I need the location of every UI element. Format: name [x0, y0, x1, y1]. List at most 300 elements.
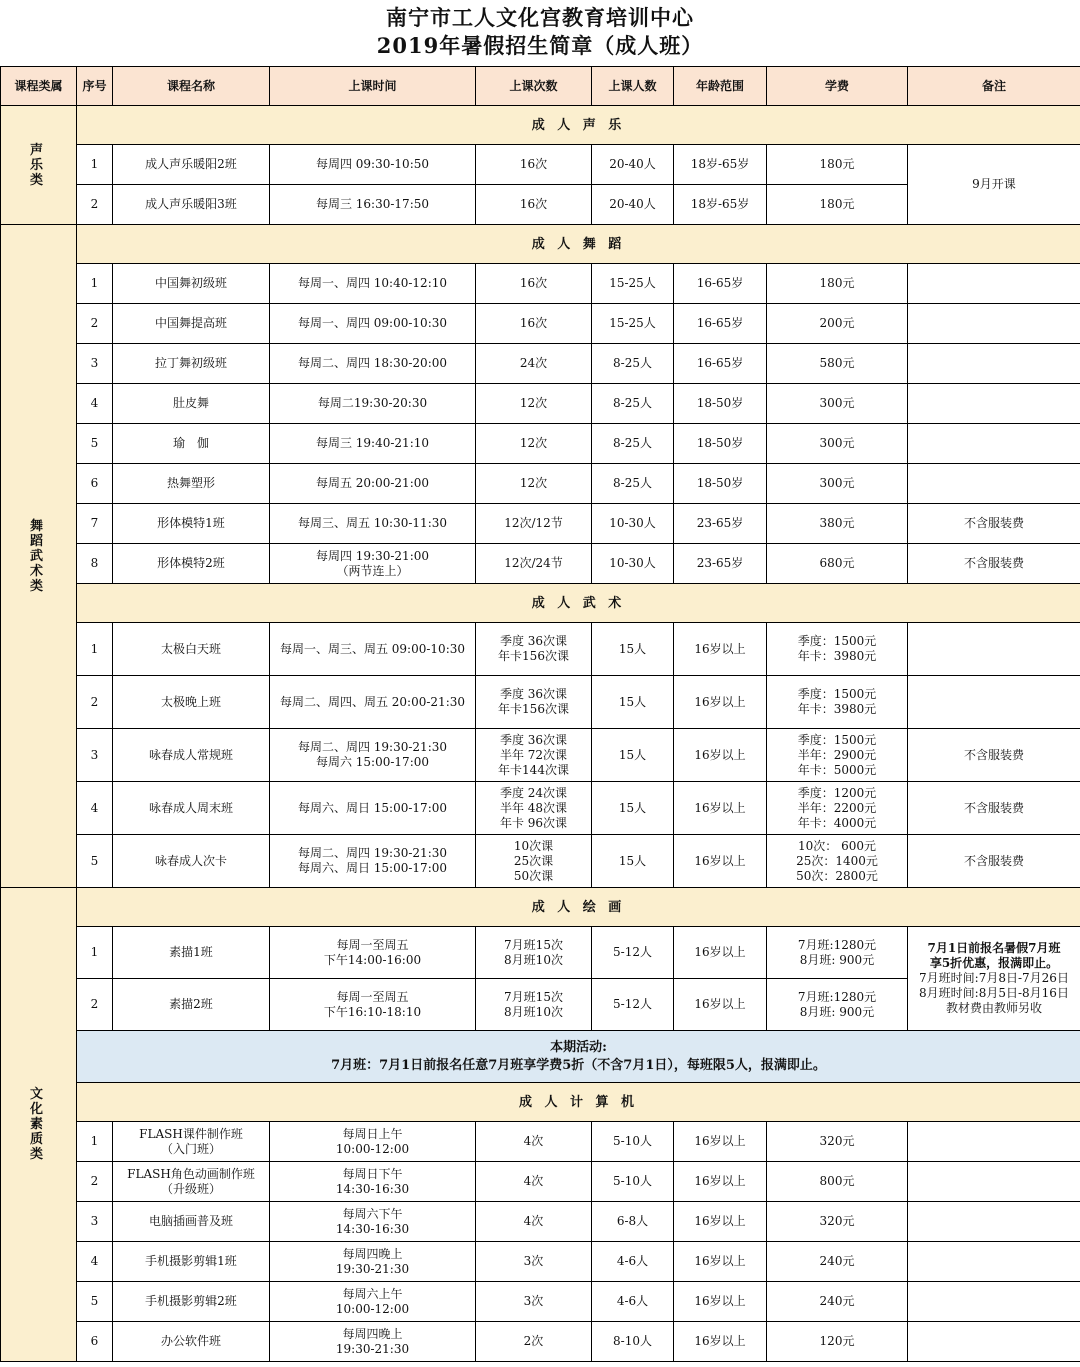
- row-no: 7: [77, 504, 113, 544]
- age-range: 16岁以上: [674, 1122, 767, 1162]
- tuition-fee: 120元: [767, 1322, 908, 1362]
- age-range: 16岁以上: [674, 729, 767, 782]
- class-size: 5-12人: [592, 979, 674, 1031]
- row-no: 1: [77, 1122, 113, 1162]
- tuition-fee: 300元: [767, 384, 908, 424]
- course-name: 成人声乐暖阳3班: [113, 185, 270, 225]
- class-size: 15人: [592, 782, 674, 835]
- tuition-fee: 200元: [767, 304, 908, 344]
- header-fee: 学费: [767, 67, 908, 106]
- course-name: 太极晚上班: [113, 676, 270, 729]
- table-row: [1, 544, 1080, 584]
- age-range: 16岁以上: [674, 927, 767, 979]
- row-no: 4: [77, 384, 113, 424]
- tuition-fee: 300元: [767, 464, 908, 504]
- class-size: 6-8人: [592, 1202, 674, 1242]
- session-count: 16次: [476, 304, 592, 344]
- tuition-fee-line: 25次：1400元: [796, 853, 878, 868]
- table-row: [1, 145, 1080, 185]
- row-no: 3: [77, 1202, 113, 1242]
- class-time-line: 每周日上午: [342, 1126, 403, 1141]
- class-time-line: 每周六下午: [342, 1206, 403, 1221]
- age-range: 16岁以上: [674, 1242, 767, 1282]
- session-count: 12次/12节: [476, 504, 592, 544]
- session-count: 2次: [476, 1322, 592, 1362]
- age-range: 16岁以上: [674, 1282, 767, 1322]
- category-char: 素: [29, 1117, 47, 1132]
- session-count: 4次: [476, 1202, 592, 1242]
- tuition-fee-line: 年卡：5000元: [797, 762, 877, 777]
- class-size: 8-25人: [592, 424, 674, 464]
- remark-line: 8月班时间:8月5日-8月16日: [919, 986, 1069, 1000]
- session-count: [476, 729, 592, 782]
- class-time: [270, 729, 476, 782]
- class-time: [270, 1322, 476, 1362]
- session-count: 16次: [476, 185, 592, 225]
- class-time-line: 每周六、周日 15:00-17:00: [297, 861, 448, 875]
- course-name: [113, 1122, 270, 1162]
- category-culture: [1, 888, 77, 1362]
- course-name-line: （升级班）: [160, 1181, 221, 1196]
- course-name: 热舞塑形: [113, 464, 270, 504]
- tuition-fee-line: 季度：1500元: [797, 732, 877, 747]
- session-count: 4次: [476, 1162, 592, 1202]
- category-char: 乐: [29, 157, 47, 173]
- age-range: 16-65岁: [674, 264, 767, 304]
- course-name-line: （入门班）: [160, 1141, 221, 1156]
- course-name: 成人声乐暖阳2班: [113, 145, 270, 185]
- class-size: 15人: [592, 623, 674, 676]
- row-no: 1: [77, 623, 113, 676]
- session-count: [476, 979, 592, 1031]
- session-count: [476, 927, 592, 979]
- session-count-line: 季度 24次课: [499, 785, 568, 800]
- section-title: 成 人 武 术: [77, 584, 1080, 623]
- class-size: 10-30人: [592, 504, 674, 544]
- row-no: 6: [77, 1322, 113, 1362]
- tuition-fee-line: 半年：2900元: [797, 747, 877, 762]
- category-char: 术: [29, 563, 47, 579]
- enrollment-table: [0, 66, 1080, 1362]
- table-row: [1, 264, 1080, 304]
- age-range: 16岁以上: [674, 1322, 767, 1362]
- header-no: 序号: [77, 67, 113, 106]
- remark: [908, 264, 1080, 304]
- course-name: [113, 1282, 270, 1322]
- remark: [908, 1202, 1080, 1242]
- age-range: 16岁以上: [674, 676, 767, 729]
- class-size: 8-25人: [592, 464, 674, 504]
- table-row: [1, 344, 1080, 384]
- class-time-line: 10:00-12:00: [335, 1141, 410, 1156]
- table-row: [1, 1282, 1080, 1322]
- course-name: 咏春成人常规班: [113, 729, 270, 782]
- table-row: [1, 1242, 1080, 1282]
- class-time: 每周二、周四 18:30-20:00: [270, 344, 476, 384]
- page-title: 南宁市工人文化宫教育培训中心: [386, 5, 694, 30]
- painting-remark: [908, 927, 1080, 1031]
- row-no: 2: [77, 979, 113, 1031]
- tuition-fee: [767, 835, 908, 888]
- remark: [908, 1122, 1080, 1162]
- class-time-line: 每周一至周五: [336, 937, 409, 952]
- course-name: 形体模特2班: [113, 544, 270, 584]
- age-range: 18-50岁: [674, 464, 767, 504]
- class-size: 20-40人: [592, 185, 674, 225]
- tuition-fee: 180元: [767, 264, 908, 304]
- age-range: 16岁以上: [674, 782, 767, 835]
- course-name-line: FLASH角色动画制作班: [127, 1166, 255, 1181]
- remark: [908, 1282, 1080, 1322]
- category-char: 类: [29, 578, 47, 594]
- tuition-fee-line: 季度：1500元: [797, 634, 877, 648]
- age-range: 18岁-65岁: [674, 145, 767, 185]
- session-count: 12次: [476, 464, 592, 504]
- class-size: 5-12人: [592, 927, 674, 979]
- table-row: [1, 782, 1080, 835]
- session-count-line: 半年 48次课: [499, 800, 568, 815]
- class-time: 每周二19:30-20:30: [270, 384, 476, 424]
- class-time-line: 每周一至周五: [336, 989, 409, 1004]
- class-time-line: 14:30-16:30: [335, 1221, 410, 1236]
- tuition-fee: 580元: [767, 344, 908, 384]
- class-time: 每周五 20:00-21:00: [270, 464, 476, 504]
- class-size: 5-10人: [592, 1162, 674, 1202]
- remark: [908, 676, 1080, 729]
- class-time: 每周四 09:30-10:50: [270, 145, 476, 185]
- remark: [908, 1322, 1080, 1362]
- class-time-line: 19:30-21:30: [335, 1261, 410, 1276]
- section-header-dance: [1, 225, 1080, 264]
- class-time-line: 每周二、周四、周五 20:00-21:30: [279, 694, 466, 709]
- remark: 不含服装费: [908, 835, 1080, 888]
- class-time: [270, 1282, 476, 1322]
- row-no: 3: [77, 729, 113, 782]
- session-count-line: 7月班15次: [504, 937, 563, 952]
- row-no: 4: [77, 782, 113, 835]
- category-char: 舞: [29, 518, 47, 534]
- class-size: 8-25人: [592, 384, 674, 424]
- category-char: 质: [29, 1132, 47, 1147]
- class-time-line: 每周六 15:00-17:00: [315, 755, 430, 769]
- row-no: 4: [77, 1242, 113, 1282]
- class-size: 8-10人: [592, 1322, 674, 1362]
- tuition-fee-line: 8月班: 900元: [799, 1004, 875, 1019]
- tuition-fee: 320元: [767, 1122, 908, 1162]
- tuition-fee-line: 8月班: 900元: [799, 952, 875, 967]
- section-title: 成 人 绘 画: [77, 888, 1080, 927]
- class-size: 15人: [592, 729, 674, 782]
- course-name: [113, 1202, 270, 1242]
- tuition-fee: 320元: [767, 1202, 908, 1242]
- activity-title: 本期活动:: [550, 1039, 607, 1055]
- session-count: 3次: [476, 1242, 592, 1282]
- title-block: [0, 0, 1080, 66]
- row-no: 2: [77, 676, 113, 729]
- row-no: 5: [77, 1282, 113, 1322]
- header-note: 备注: [908, 67, 1080, 106]
- class-size: 20-40人: [592, 145, 674, 185]
- table-row: [1, 1322, 1080, 1362]
- table-row: [1, 504, 1080, 544]
- section-header-vocal: [1, 106, 1080, 145]
- age-range: 16岁以上: [674, 623, 767, 676]
- remark-line: 享5折优惠，报满即止。: [929, 956, 1059, 970]
- header-people: 上课人数: [592, 67, 674, 106]
- class-size: 15-25人: [592, 264, 674, 304]
- course-name: 中国舞提高班: [113, 304, 270, 344]
- section-title: 成 人 声 乐: [77, 106, 1080, 145]
- class-size: 10-30人: [592, 544, 674, 584]
- row-no: 3: [77, 344, 113, 384]
- category-char: 化: [29, 1102, 47, 1117]
- session-count: [476, 835, 592, 888]
- category-char: 类: [29, 172, 47, 188]
- course-name: 素描1班: [113, 927, 270, 979]
- remark-line: 7月班时间:7月8日-7月26日: [919, 971, 1069, 985]
- session-count-line: 8月班10次: [504, 952, 563, 967]
- age-range: 23-65岁: [674, 544, 767, 584]
- table-row: [1, 1122, 1080, 1162]
- class-time: 每周三 19:40-21:10: [270, 424, 476, 464]
- class-time: 每周一、周四 09:00-10:30: [270, 304, 476, 344]
- course-name: 瑜 伽: [113, 424, 270, 464]
- tuition-fee-line: 季度：1500元: [797, 687, 877, 701]
- session-count-line: 季度 36次课: [499, 732, 568, 747]
- session-count: 12次: [476, 424, 592, 464]
- class-time: [270, 1162, 476, 1202]
- course-name-line: 电脑插画普及班: [148, 1214, 233, 1228]
- course-name-line: 办公软件班: [160, 1334, 221, 1348]
- category-dance: [1, 225, 77, 888]
- class-time: 每周三、周五 10:30-11:30: [270, 504, 476, 544]
- course-name: [113, 1242, 270, 1282]
- header-time: 上课时间: [270, 67, 476, 106]
- class-time-line: 每周四晚上: [342, 1246, 403, 1261]
- remark: 不含服装费: [908, 504, 1080, 544]
- category-char: 武: [29, 548, 47, 564]
- course-name: 咏春成人周末班: [113, 782, 270, 835]
- section-header-painting: [1, 888, 1080, 927]
- table-row: [1, 304, 1080, 344]
- tuition-fee: [767, 782, 908, 835]
- class-time: [270, 782, 476, 835]
- session-count-line: 季度 36次课: [499, 687, 568, 701]
- section-title: 成 人 舞 蹈: [77, 225, 1080, 264]
- category-char: 声: [29, 142, 47, 158]
- table-row: [1, 676, 1080, 729]
- tuition-fee: 380元: [767, 504, 908, 544]
- tuition-fee: 240元: [767, 1282, 908, 1322]
- remark: 不含服装费: [908, 729, 1080, 782]
- class-time: [270, 927, 476, 979]
- tuition-fee-line: 50次：2800元: [796, 868, 878, 883]
- class-time: [270, 1122, 476, 1162]
- course-name: [113, 1322, 270, 1362]
- session-count-line: 年卡 96次课: [499, 815, 568, 830]
- row-no: 2: [77, 304, 113, 344]
- tuition-fee-line: 年卡：4000元: [797, 815, 877, 830]
- course-name: 形体模特1班: [113, 504, 270, 544]
- course-name: 拉丁舞初级班: [113, 344, 270, 384]
- class-time-line: 每周二、周四 19:30-21:30: [297, 740, 448, 754]
- age-range: 16岁以上: [674, 1162, 767, 1202]
- table-row: [1, 1162, 1080, 1202]
- age-range: 18岁-65岁: [674, 185, 767, 225]
- tuition-fee: [767, 623, 908, 676]
- remark-line: 教材费由教师另收: [945, 1001, 1042, 1015]
- row-no: 1: [77, 264, 113, 304]
- table-row: [1, 1202, 1080, 1242]
- class-time-line: 每周二、周四 19:30-21:30: [297, 846, 448, 860]
- remark-line: 7月1日前报名暑假7月班: [927, 941, 1061, 955]
- row-no: 1: [77, 927, 113, 979]
- session-count-line: 半年 72次课: [499, 747, 568, 762]
- row-no: 8: [77, 544, 113, 584]
- header-age: 年龄范围: [674, 67, 767, 106]
- table-row: [1, 464, 1080, 504]
- activity-detail: 7月班：7月1日前报名任意7月班享学费5折（不含7月1日），每班限5人，报满即止。: [331, 1057, 826, 1073]
- tuition-fee-line: 年卡：3980元: [797, 649, 877, 663]
- session-count: 12次/24节: [476, 544, 592, 584]
- class-size: 15人: [592, 835, 674, 888]
- tuition-fee: 680元: [767, 544, 908, 584]
- page-subtitle: 2019年暑假招生简章（成人班）: [376, 33, 704, 58]
- class-time: 每周一、周四 10:40-12:10: [270, 264, 476, 304]
- session-count-line: 10次课: [513, 838, 554, 853]
- tuition-fee-line: 半年：2200元: [797, 800, 877, 815]
- remark: [908, 464, 1080, 504]
- session-count-line: 25次课: [513, 853, 554, 868]
- course-name: 咏春成人次卡: [113, 835, 270, 888]
- class-time-line: 每周日下午: [342, 1166, 403, 1181]
- class-time: [270, 544, 476, 584]
- tuition-fee-line: 7月班:1280元: [797, 937, 877, 952]
- remark: 不含服装费: [908, 782, 1080, 835]
- table-row: [1, 623, 1080, 676]
- section-title: 成 人 计 算 机: [77, 1083, 1080, 1122]
- class-time: 每周三 16:30-17:50: [270, 185, 476, 225]
- class-time-line: 14:30-16:30: [335, 1181, 410, 1196]
- session-count-line: 季度 36次课: [499, 634, 568, 648]
- class-size: 4-6人: [592, 1242, 674, 1282]
- class-time-line: 每周一、周三、周五 09:00-10:30: [279, 641, 466, 656]
- category-vocal: [1, 106, 77, 225]
- course-name-line: FLASH课件制作班: [139, 1126, 243, 1141]
- row-no: 5: [77, 424, 113, 464]
- class-time-line: 下午14:00-16:00: [323, 952, 422, 967]
- category-char: 文: [29, 1087, 47, 1102]
- course-name-line: 手机摄影剪辑2班: [145, 1294, 237, 1308]
- class-time-line: 每周六、周日 15:00-17:00: [297, 800, 448, 815]
- category-char: 类: [29, 1147, 47, 1162]
- age-range: 18-50岁: [674, 384, 767, 424]
- tuition-fee: 240元: [767, 1242, 908, 1282]
- class-time: [270, 1202, 476, 1242]
- session-count: 24次: [476, 344, 592, 384]
- header-sessions: 上课次数: [476, 67, 592, 106]
- course-name: 太极白天班: [113, 623, 270, 676]
- class-size: 5-10人: [592, 1122, 674, 1162]
- tuition-fee: 300元: [767, 424, 908, 464]
- class-time-line: （两节连上）: [336, 563, 409, 578]
- remark: 9月开课: [908, 145, 1080, 225]
- tuition-fee-line: 年卡：3980元: [797, 702, 877, 716]
- course-name-line: 手机摄影剪辑1班: [145, 1254, 237, 1268]
- class-time: [270, 676, 476, 729]
- remark: [908, 1242, 1080, 1282]
- section-header-martial: [1, 584, 1080, 623]
- table-row: [1, 835, 1080, 888]
- tuition-fee: 800元: [767, 1162, 908, 1202]
- header-row: [1, 67, 1080, 106]
- class-time-line: 下午16:10-18:10: [323, 1004, 422, 1019]
- class-time: [270, 979, 476, 1031]
- tuition-fee: 180元: [767, 185, 908, 225]
- class-time-line: 每周四 19:30-21:00: [315, 548, 430, 563]
- activity-text: [77, 1031, 1080, 1083]
- class-size: 8-25人: [592, 344, 674, 384]
- remark: [908, 623, 1080, 676]
- tuition-fee-line: 10次： 600元: [798, 838, 876, 853]
- table-row: [1, 927, 1080, 979]
- session-count: 3次: [476, 1282, 592, 1322]
- remark: 不含服装费: [908, 544, 1080, 584]
- class-time-line: 每周六上午: [342, 1286, 403, 1301]
- activity-banner: [1, 1031, 1080, 1083]
- session-count: 16次: [476, 264, 592, 304]
- session-count: 4次: [476, 1122, 592, 1162]
- session-count-line: 50次课: [513, 868, 554, 883]
- class-time: [270, 835, 476, 888]
- header-course: 课程名称: [113, 67, 270, 106]
- session-count: 16次: [476, 145, 592, 185]
- session-count-line: 年卡156次课: [498, 702, 569, 716]
- class-size: 15-25人: [592, 304, 674, 344]
- header-category: 课程类属: [1, 67, 77, 106]
- age-range: 16岁以上: [674, 835, 767, 888]
- tuition-fee-line: 季度：1200元: [797, 785, 877, 800]
- age-range: 16岁以上: [674, 979, 767, 1031]
- session-count-line: 7月班15次: [504, 989, 563, 1004]
- tuition-fee: [767, 927, 908, 979]
- class-time-line: 19:30-21:30: [335, 1341, 410, 1356]
- remark: [908, 304, 1080, 344]
- row-no: 5: [77, 835, 113, 888]
- remark: [908, 344, 1080, 384]
- session-count: [476, 782, 592, 835]
- session-count-line: 年卡156次课: [498, 649, 569, 663]
- tuition-fee-line: 7月班:1280元: [797, 989, 877, 1004]
- session-count: [476, 623, 592, 676]
- age-range: 16岁以上: [674, 1202, 767, 1242]
- age-range: 16-65岁: [674, 344, 767, 384]
- class-time-line: 10:00-12:00: [335, 1301, 410, 1316]
- session-count: [476, 676, 592, 729]
- class-time-line: 每周四晚上: [342, 1326, 403, 1341]
- tuition-fee: 180元: [767, 145, 908, 185]
- row-no: 2: [77, 1162, 113, 1202]
- course-name: [113, 1162, 270, 1202]
- age-range: 18-50岁: [674, 424, 767, 464]
- remark: [908, 1162, 1080, 1202]
- row-no: 1: [77, 145, 113, 185]
- session-count: 12次: [476, 384, 592, 424]
- course-name: 中国舞初级班: [113, 264, 270, 304]
- tuition-fee: [767, 676, 908, 729]
- course-name: 素描2班: [113, 979, 270, 1031]
- tuition-fee: [767, 729, 908, 782]
